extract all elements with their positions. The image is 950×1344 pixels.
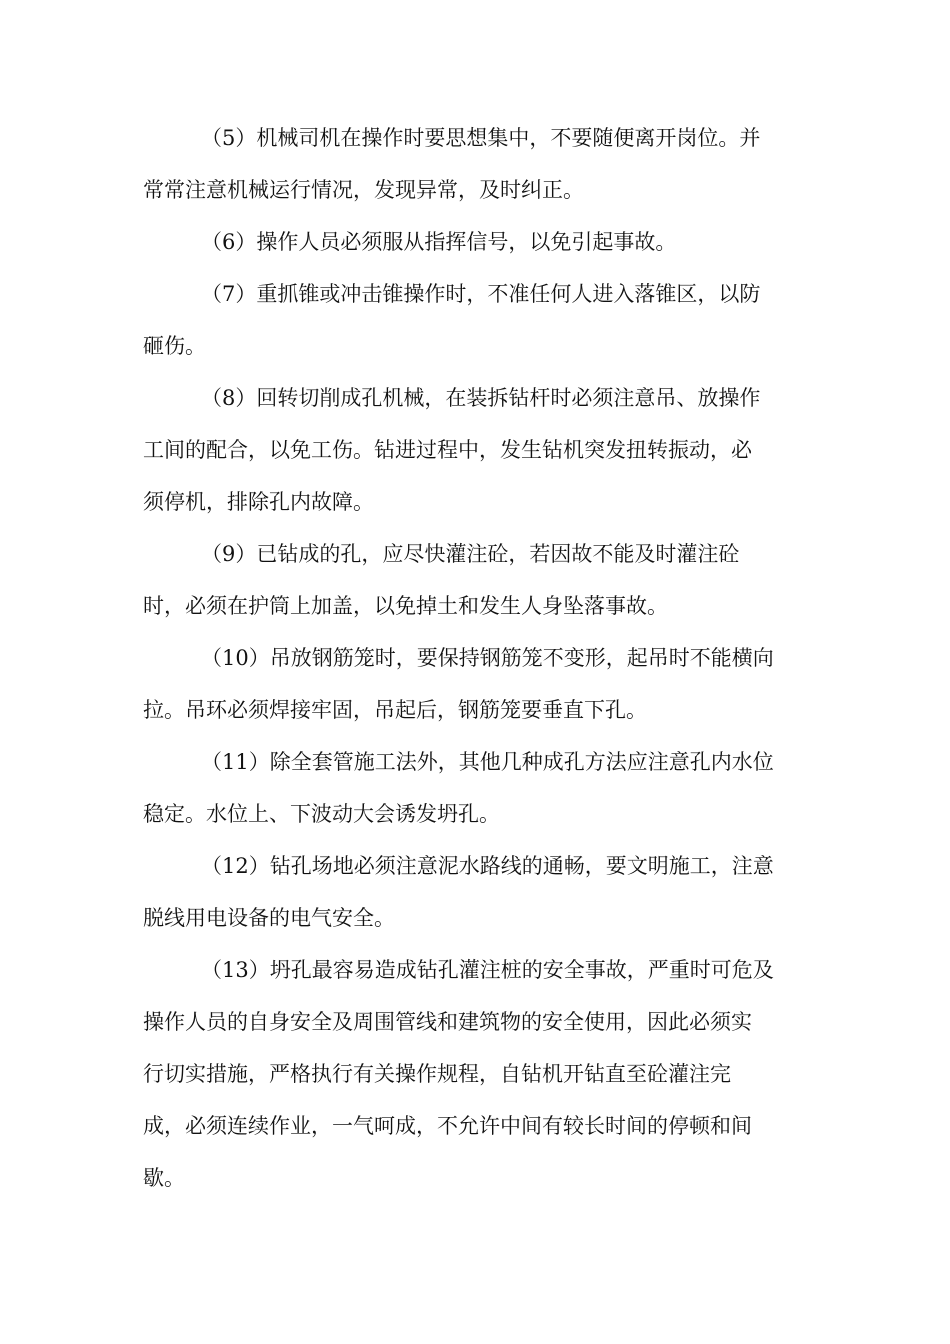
paragraph-13-line-2: 操作人员的自身安全及周围管线和建筑物的安全使用，因此必须实: [143, 1010, 752, 1034]
paragraph-5-line-1: （5）机械司机在操作时要思想集中，不要随便离开岗位。并: [201, 126, 761, 150]
paragraph-13-line-3: 行切实措施，严格执行有关操作规程，自钻机开钻直至砼灌注完: [143, 1062, 731, 1086]
paragraph-8-line-3: 须停机，排除孔内故障。: [143, 490, 374, 514]
paragraph-7-line-1: （7）重抓锥或冲击锥操作时，不准任何人进入落锥区，以防: [201, 282, 761, 306]
paragraph-8-line-1: （8）回转切削成孔机械，在装拆钻杆时必须注意吊、放操作: [201, 386, 761, 410]
paragraph-9-line-2: 时，必须在护筒上加盖，以免掉土和发生人身坠落事故。: [143, 594, 668, 618]
paragraph-8-line-2: 工间的配合，以免工伤。钻进过程中，发生钻机突发扭转振动，必: [143, 438, 752, 462]
paragraph-5-line-2: 常常注意机械运行情况，发现异常，及时纠正。: [143, 178, 584, 202]
paragraph-11-line-1: （11）除全套管施工法外，其他几种成孔方法应注意孔内水位: [201, 750, 774, 774]
paragraph-10-line-2: 拉。吊环必须焊接牢固，吊起后，钢筋笼要垂直下孔。: [143, 698, 647, 722]
paragraph-6-line-1: （6）操作人员必须服从指挥信号，以免引起事故。: [201, 230, 677, 254]
paragraph-13-line-1: （13）坍孔最容易造成钻孔灌注桩的安全事故，严重时可危及: [201, 958, 774, 982]
paragraph-12-line-1: （12）钻孔场地必须注意泥水路线的通畅，要文明施工，注意: [201, 854, 774, 878]
paragraph-7-line-2: 砸伤。: [143, 334, 206, 358]
paragraph-10-line-1: （10）吊放钢筋笼时，要保持钢筋笼不变形，起吊时不能横向: [201, 646, 774, 670]
paragraph-11-line-2: 稳定。水位上、下波动大会诱发坍孔。: [143, 802, 500, 826]
paragraph-9-line-1: （9）已钻成的孔，应尽快灌注砼，若因故不能及时灌注砼: [201, 542, 740, 566]
document-body: [143, 112, 803, 1204]
paragraph-13-line-4: 成，必须连续作业，一气呵成，不允许中间有较长时间的停顿和间: [143, 1114, 752, 1138]
paragraph-13-line-5: 歇。: [143, 1166, 185, 1190]
paragraph-12-line-2: 脱线用电设备的电气安全。: [143, 906, 395, 930]
